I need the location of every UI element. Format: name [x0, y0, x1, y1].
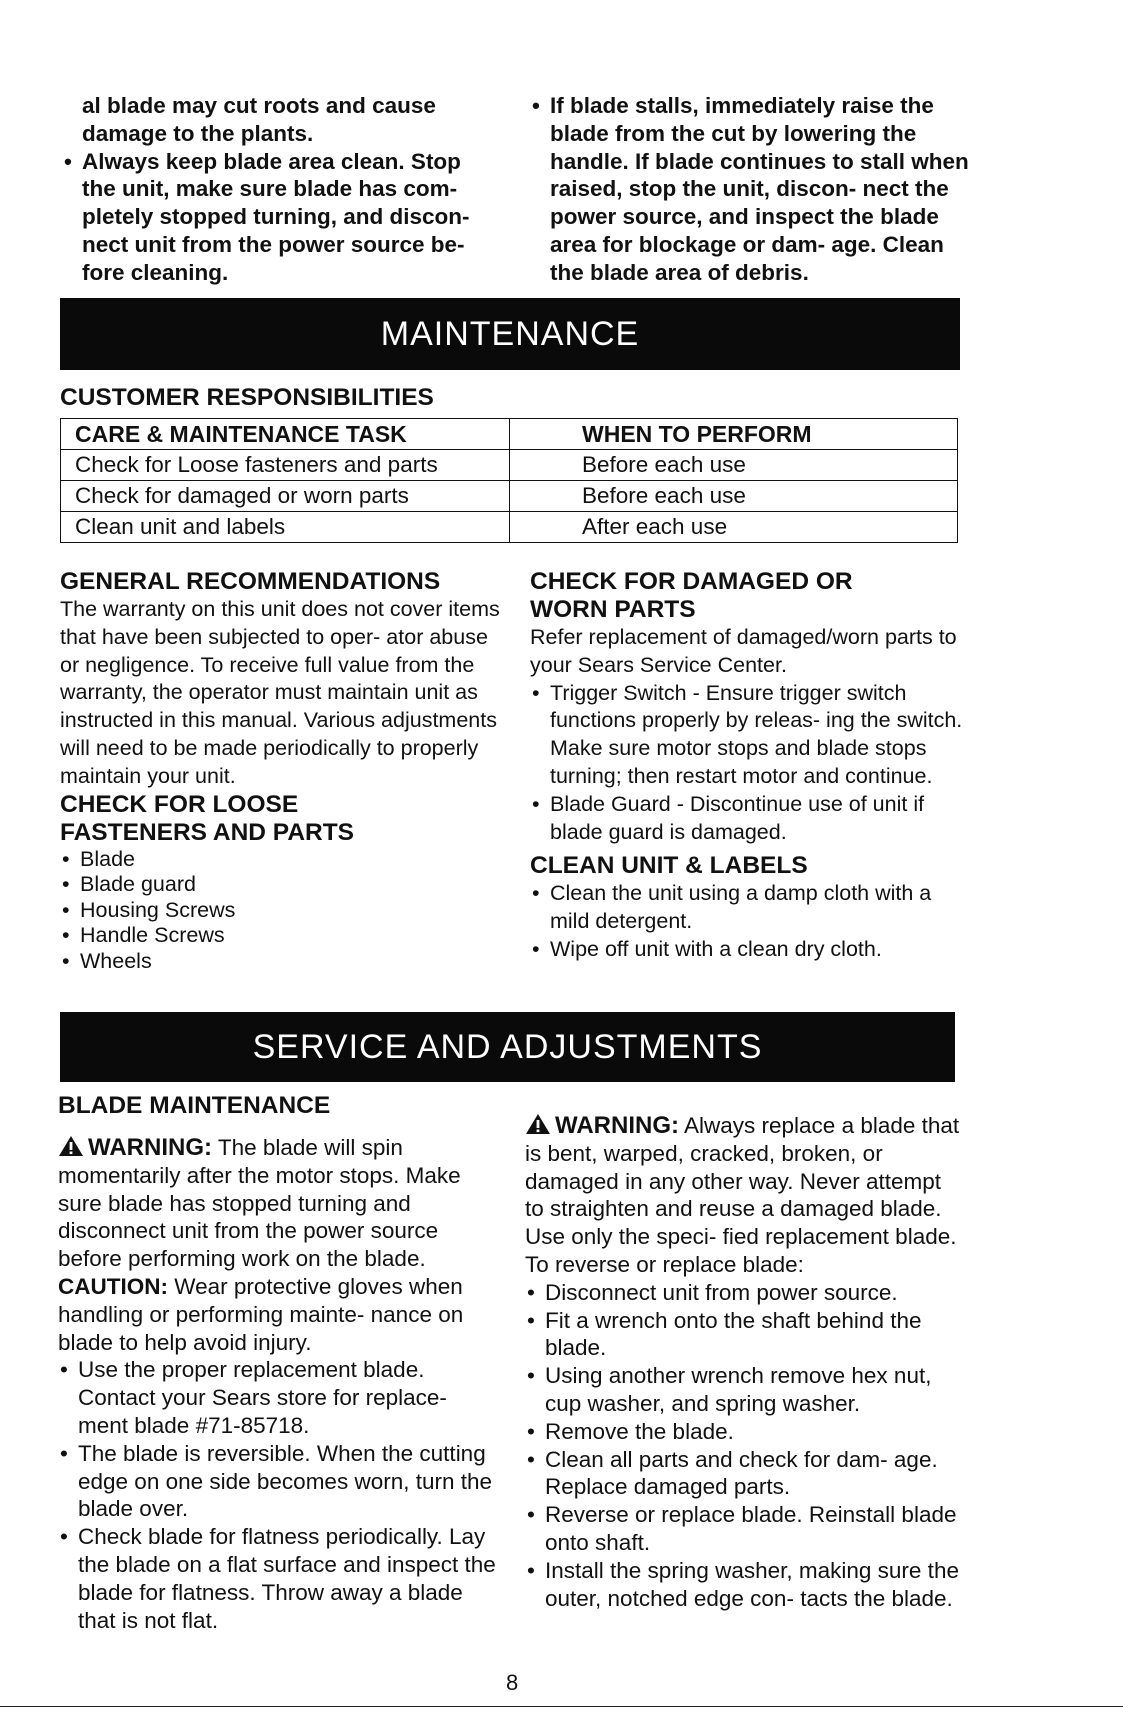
loose-heading-1: CHECK FOR LOOSE [60, 790, 299, 818]
replace-steps [525, 1279, 965, 1613]
list-item: • Blade [60, 847, 505, 873]
list-item: • Reverse or replace blade. Reinstall blade onto shaft. [525, 1501, 965, 1557]
list-item: • Disconnect unit from power source. [525, 1279, 965, 1307]
list-item: • Handle Screws [60, 923, 505, 949]
loose-list [60, 847, 505, 975]
column-header: CARE & MAINTENANCE TASK [61, 419, 510, 450]
top-left-column [62, 92, 500, 287]
blade-maintenance-heading: BLADE MAINTENANCE [58, 1092, 331, 1119]
list-item: • Housing Screws [60, 898, 505, 924]
table-cell: Before each use [510, 481, 958, 512]
table-cell: Check for Loose fasteners and parts [61, 450, 510, 481]
section-heading: CUSTOMER RESPONSIBILITIES [60, 384, 434, 411]
page-number: 8 [506, 1670, 519, 1695]
list-item: • Using another wrench remove hex nut, cup washer, and spring washer. [525, 1362, 965, 1418]
replace-intro: To reverse or replace blade: [525, 1251, 804, 1277]
list-item: • Clean all parts and check for dam- age. Replace damaged parts. [525, 1446, 965, 1502]
left-middle-column [60, 568, 505, 974]
caution-paragraph [58, 1273, 498, 1356]
warning-paragraph [58, 1134, 498, 1273]
bottom-rule [0, 1706, 1123, 1707]
list-item: • Trigger Switch - Ensure trigger switch functions properly by releas- ing the switch. Make sure motor stops and blade stops turning; then restart motor and continue. [530, 680, 970, 791]
clean-list [530, 880, 970, 963]
replace-blade-column [525, 1112, 965, 1612]
damaged-list [530, 680, 970, 847]
list-item: • Fit a wrench onto the shaft behind the blade. [525, 1307, 965, 1363]
loose-heading-2: FASTENERS AND PARTS [60, 818, 355, 846]
column-header: WHEN TO PERFORM [510, 419, 958, 450]
damaged-heading-1: CHECK FOR DAMAGED OR [530, 568, 853, 595]
table-cell: After each use [510, 512, 958, 543]
maintenance-table [60, 418, 958, 543]
blade-maintenance-column [58, 1092, 498, 1634]
warning-triangle-icon [525, 1113, 551, 1135]
general-heading: GENERAL RECOMMENDATIONS [60, 568, 441, 595]
blade-list [58, 1356, 498, 1634]
right-middle-column [530, 568, 970, 964]
list-item: • Clean the unit using a damp cloth with a mild detergent. [530, 880, 970, 936]
table-header-row [61, 419, 958, 450]
service-banner [60, 1012, 955, 1082]
list-item: • Wheels [60, 949, 505, 975]
general-text: The warranty on this unit does not cover items that have been subjected to oper- ator abuse or negligence. To receive full value from the warranty, the operator must maintain unit as instructed in this manual. Various adjustments will need to be made periodically to properly maintain your unit. [60, 597, 500, 788]
list-item: • Wipe off unit with a clean dry cloth. [530, 936, 970, 964]
list-item: • Blade guard [60, 872, 505, 898]
list-item: • Remove the blade. [525, 1418, 965, 1446]
list-item: • Install the spring washer, making sure the outer, notched edge con- tacts the blade. [525, 1557, 965, 1613]
continued-text: al blade may cut roots and cause damage to the plants. [82, 93, 436, 146]
maintenance-banner [60, 298, 960, 370]
warning-label: WARNING: [88, 1134, 212, 1161]
banner-title: MAINTENANCE [380, 314, 640, 353]
clean-heading: CLEAN UNIT & LABELS [530, 852, 808, 880]
damaged-text: Refer replacement of damaged/worn parts to your Sears Service Center. [530, 625, 957, 677]
table-row [61, 450, 958, 481]
table-cell: Before each use [510, 450, 958, 481]
list-item: • Use the proper replacement blade. Contact your Sears store for replace- ment blade #71-85718. [58, 1356, 498, 1439]
list-item: • Always keep blade area clean. Stop the unit, make sure blade has com- pletely stopped turning, and discon- nect unit from the power source be- fore cleaning. [62, 148, 500, 287]
list-item: • The blade is reversible. When the cutting edge on one side becomes worn, turn the blade over. [58, 1440, 498, 1523]
list-item: • Blade Guard - Discontinue use of unit if blade guard is damaged. [530, 791, 970, 847]
warning-paragraph [525, 1112, 965, 1251]
list-item: • Check blade for flatness periodically. Lay the blade on a flat surface and inspect the blade for flatness. Throw away a blade that is not flat. [58, 1523, 498, 1634]
caution-text: Wear protective gloves when handling or performing mainte- nance on blade to help avoid injury. [58, 1273, 464, 1355]
list-item: • If blade stalls, immediately raise the blade from the cut by lowering the handle. If blade continues to stall when raised, stop the unit, discon- nect the power source, and inspect the blade area for blockage or dam- age. Clean the blade area of debris. [530, 92, 978, 287]
warning-text: The blade will spin momentarily after the motor stops. Make sure blade has stopped turning and disconnect unit from the power source before performing work on the blade. [58, 1135, 461, 1272]
warning-text: Always replace a blade that is bent, warped, cracked, broken, or damaged in any other way. Never attempt to straighten and reuse a damaged blade. Use only the speci- fied replacement blade. [525, 1113, 960, 1250]
warning-label: WARNING: [555, 1112, 679, 1139]
table-cell: Clean unit and labels [61, 512, 510, 543]
banner-title: SERVICE AND ADJUSTMENTS [252, 1027, 763, 1066]
table-row [61, 512, 958, 543]
damaged-heading-2: WORN PARTS [530, 596, 696, 623]
top-right-column [530, 92, 978, 287]
table-row [61, 481, 958, 512]
table-cell: Check for damaged or worn parts [61, 481, 510, 512]
warning-triangle-icon [58, 1135, 84, 1157]
caution-label: CAUTION: [58, 1273, 168, 1299]
